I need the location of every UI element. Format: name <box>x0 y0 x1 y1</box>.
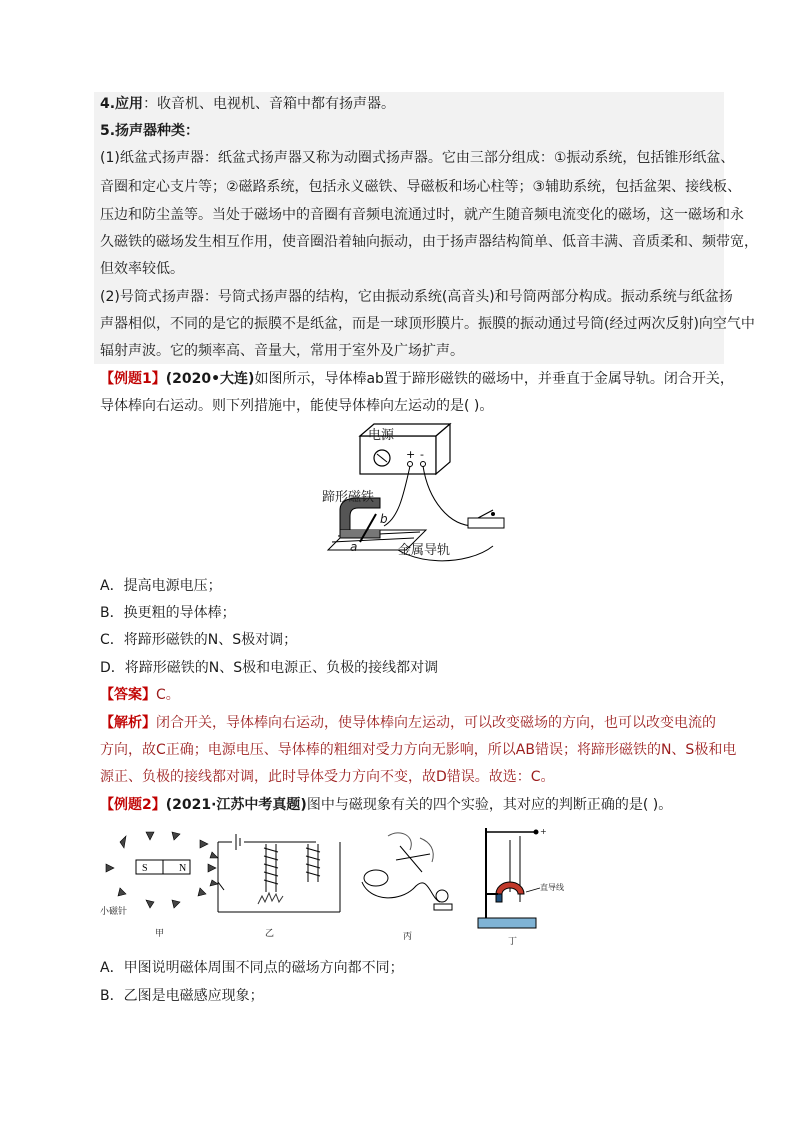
needle-label: 小磁针 <box>100 907 128 917</box>
option-a: A．提高电源电压； <box>100 578 222 594</box>
analysis-text: 闭合开关，导体棒向右运动，使导体棒向左运动，可以改变磁场的方向，也可以改变电流的 <box>156 715 716 731</box>
example2-option-a: A．甲图说明磁体周围不同点的磁场方向都不同； <box>100 960 404 976</box>
caption-ding: 丁 <box>508 937 518 947</box>
example1-stem-text: 如图所示，导体棒ab置于蹄形磁铁的磁场中，并垂直于金属导轨。闭合开关， <box>254 371 734 387</box>
minus-sign: - <box>420 448 424 461</box>
analysis-line2: 方向，故C正确；电源电压、导体棒的粗细对受力方向无影响，所以AB错误；将蹄形磁铁的N、S极和电 <box>100 742 737 758</box>
rod-label-b: b <box>380 512 388 526</box>
para1-line: 音圈和定心支片等；②磁路系统，包括永义磁铁、导磁板和场心柱等；③辅助系统，包括盆架、接线板、 <box>100 179 742 195</box>
example2-source: (2021·江苏中考真题) <box>165 797 307 813</box>
figure-yi <box>218 834 340 912</box>
application-line <box>100 94 395 114</box>
example2-stem-text: 图中与磁现象有关的四个实验，其对应的判断正确的是( )。 <box>306 797 673 813</box>
example1-stem-line2: 导体棒向右运动。则下列措施中，能使导体棒向左运动的是( )。 <box>100 398 494 414</box>
para1-line: 压边和防尘盖等。当处于磁场中的音圈有音频电流通过时，就产生随音频电流变化的磁场，这一磁场和永 <box>100 207 744 223</box>
answer-text: C。 <box>156 687 180 703</box>
figure-ding <box>478 828 540 928</box>
application-label: 4.应用 <box>100 96 144 112</box>
para2-line: 声器相似，不同的是它的振膜不是纸盆，而是一球顶形膜片。振膜的振动通过号筒(经过两次反射)向空气中 <box>100 316 755 332</box>
para1-line: 但效率较低。 <box>100 261 184 277</box>
power-label: 电源 <box>368 428 395 443</box>
rod-label-a: a <box>350 540 358 554</box>
stand-base <box>478 918 536 928</box>
caption-bing: 丙 <box>403 932 413 942</box>
magnet-n: N <box>179 863 187 874</box>
switch <box>468 518 504 528</box>
option-c: C．将蹄形磁铁的N、S极对调； <box>100 632 298 648</box>
caption-jia: 甲 <box>155 929 165 939</box>
application-text: ：收音机、电视机、音箱中都有扬声器。 <box>143 96 396 112</box>
speaker-types-heading: 5.扬声器种类： <box>100 123 200 139</box>
para1-line: (1)纸盆式扬声器：纸盆式扬声器又称为动圈式扬声器。它由三部分组成：①振动系统，包括锥形纸盆、 <box>100 150 735 166</box>
example2-tag: 【例题2】 <box>100 797 166 813</box>
answer-tag: 【答案】 <box>100 687 156 703</box>
figure-bing <box>362 833 452 910</box>
example2-experiments-figure <box>100 822 560 947</box>
example1-stem-line1 <box>100 369 734 389</box>
plus-label: + <box>540 827 547 836</box>
wire-label: 直导线 <box>540 883 564 892</box>
para2-line: 辐射声波。它的频率高、音量大，常用于室外及广场扩声。 <box>100 343 464 359</box>
example1-source: (2020•大连) <box>165 371 255 387</box>
example2-stem <box>100 795 672 815</box>
example1-tag: 【例题1】 <box>100 371 166 387</box>
magnet-label: 蹄形磁铁 <box>322 490 375 505</box>
option-b: B．换更粗的导体棒； <box>100 605 236 621</box>
answer-line <box>100 685 180 705</box>
example2-option-b: B．乙图是电磁感应现象； <box>100 988 264 1004</box>
analysis-line3: 源正、负极的接线都对调，此时导体受力方向不变，故D错误。故选：C。 <box>100 769 555 785</box>
analysis-line1 <box>100 713 716 733</box>
caption-yi: 乙 <box>265 929 275 939</box>
option-d: D．将蹄形磁铁的N、S极和电源正、负极的接线都对调 <box>100 660 439 676</box>
analysis-tag: 【解析】 <box>100 715 156 731</box>
para1-line: 久磁铁的磁场发生相互作用，使音圈沿着轴向振动，由于扬声器结构简单、低音丰满、音质柔和、频带宽， <box>100 234 758 250</box>
figure-jia <box>106 832 218 908</box>
rail-label: 金属导轨 <box>398 543 451 558</box>
para2-line: (2)号筒式扬声器：号筒式扬声器的结构，它由振动系统(高音头)和号筒两部分构成。振动系统与纸盆扬 <box>100 289 733 305</box>
magnet-s: S <box>142 863 148 874</box>
plus-sign: + <box>406 448 416 461</box>
